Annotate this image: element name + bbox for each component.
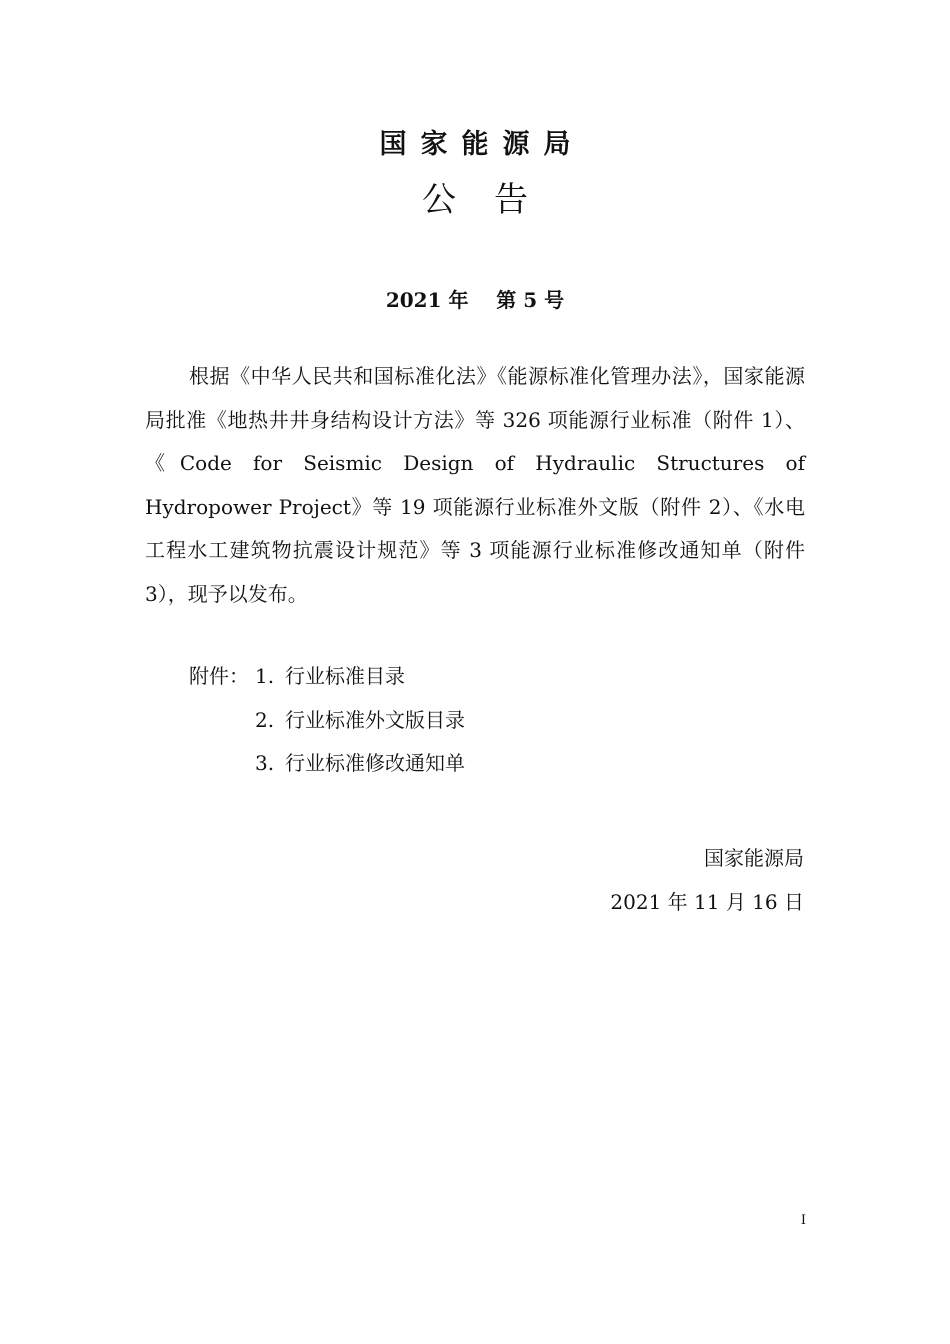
attachment-list <box>189 655 465 786</box>
signature-block <box>610 836 804 924</box>
attachment-title: 行业标准目录 <box>285 664 405 688</box>
page-number: I <box>800 1213 806 1228</box>
attachment-number: 3. <box>255 751 275 775</box>
attachment-item-3 <box>189 742 465 786</box>
document-number: 2021 年 第 5 号 <box>385 288 565 312</box>
attachment-number: 2. <box>255 707 275 732</box>
attachment-number: 1. <box>255 664 275 688</box>
signature-date: 2021 年 11 月 16 日 <box>610 890 804 914</box>
attachment-item-1 <box>189 655 465 699</box>
attachment-title: 行业标准外文版目录 <box>285 707 465 732</box>
attachment-label: 附件： <box>189 664 249 688</box>
issuer-title: 国家能源局 <box>379 129 585 160</box>
attachment-item-2 <box>189 699 465 743</box>
signature-org: 国家能源局 <box>704 846 804 870</box>
attachment-title: 行业标准修改通知单 <box>285 751 465 775</box>
announcement-body: 根据《中华人民共和国标准化法》《能源标准化管理办法》，国家能源局批准《地热井井身结构设计方法》等 326 项能源行业标准（附件 1）、《Code for Seismic Design of Hydraulic Structures of Hydropower Project》等 19 项能源行业标准外文版（附件 2）、《水电工程水工建筑物抗震设计规范》等 3 项能源行业标准修改通知单（附件 3），现予以发布。 <box>145 364 805 606</box>
document-type-title: 公告 <box>422 180 566 220</box>
